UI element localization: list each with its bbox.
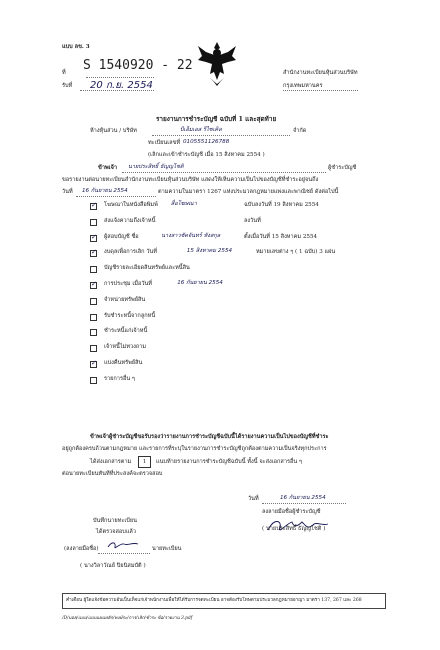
liquidator-prefix: ข้าพเจ้า xyxy=(98,165,117,171)
liquidator-name: นายประสิทธิ์ ธัญญโชติ xyxy=(128,164,184,170)
certify-line-3a: ได้ส่งเอกสารตาม xyxy=(90,459,132,465)
checklist-label: จำหน่ายทรัพย์สิน xyxy=(104,297,146,303)
checkbox[interactable] xyxy=(90,377,97,384)
registrar-sign-suffix: นายทะเบียน xyxy=(152,546,182,552)
checklist-tail: ลงวันที่ xyxy=(244,218,261,224)
checklist-fill: สื่อโฆษณา xyxy=(170,201,197,207)
checklist-label: รายการอื่น ๆ xyxy=(104,376,135,382)
checkbox[interactable] xyxy=(90,314,97,321)
warning-box xyxy=(62,593,386,609)
office-area: กรุงเทพมหานคร xyxy=(283,83,323,89)
registrar-name: ( นางวิลาวัณย์ ปิยนิสมบัติ ) xyxy=(80,563,146,569)
received-label: รับที่ xyxy=(62,83,73,89)
checkbox[interactable] xyxy=(90,345,97,352)
signoff-date: 16 กันยายน 2554 xyxy=(280,495,326,501)
report-title: รายงานการชำระบัญชี ฉบับที่ 1 และสุดท้าย xyxy=(156,115,277,123)
checklist-fill: 16 กันยายน 2554 xyxy=(177,280,223,286)
signoff-sign-label: ลงลายมือชื่อผู้ชำระบัญชี xyxy=(262,509,321,515)
checkbox[interactable] xyxy=(90,219,97,226)
checkbox[interactable] xyxy=(90,298,97,305)
checklist-label: งบดุลเพื่อการเลิก วันที่ xyxy=(104,249,157,255)
company-name: บีเอ็มเอส รีไซเคิล xyxy=(180,127,222,133)
signoff-date-label: วันที่ xyxy=(248,496,259,502)
checklist-label: โฆษณาในหนังสือพิมพ์ xyxy=(104,202,158,208)
checkbox[interactable] xyxy=(90,235,97,242)
serial-label: ที่ xyxy=(62,70,66,76)
checkbox[interactable] xyxy=(90,361,97,368)
checklist-tail: ฉบับลงวันที่ 19 สิงหาคม 2554 xyxy=(244,202,319,208)
received-date: 20 ก.ย. 2554 xyxy=(90,80,153,91)
reg-label: ทะเบียนเลขที่ xyxy=(148,140,181,146)
certify-line-2: อยู่ถูกต้องครบถ้วนตามกฎหมาย และรายการที่ระบุในรายงานการชำระบัญชีถูกต้องตามความเป็นจริงทุกประการ xyxy=(62,446,327,452)
checklist-tail: หมายเลขต่าง ๆ ( 1 ฉบับ) 3 แผ่น xyxy=(256,249,336,255)
reg-number: 0105551126788 xyxy=(183,139,230,145)
file-path: /D/บอล/แบบ/แบบแผนหลัก/พงษ์ระ/การ/เลิก/ชำระ ข้อ/รายงาน 3.pdf xyxy=(62,616,193,621)
intro-line-2: ตามความในมาตรา 1267 แห่งประมวลกฎหมายแพ่งและพาณิชย์ ดังต่อไปนี้ xyxy=(158,189,339,195)
checkbox[interactable] xyxy=(90,250,97,257)
checklist-fill: นางสาวชัดจันทร์ หังสกุล xyxy=(161,233,221,239)
dissolve-text: (เลิกและเข้าชำระบัญชี เมื่อ 15 สิงหาคม 2554 ) xyxy=(148,152,265,158)
checkbox[interactable] xyxy=(90,266,97,273)
certify-line-1: ข้าพเจ้าผู้ชำระบัญชีขอรับรองว่ารายงานการชำระบัญชีฉบับนี้ได้รายงานความเป็นไปของบัญชีที่ชำระ xyxy=(90,434,329,440)
serial-line xyxy=(86,71,154,78)
attachment-count-box: 1 xyxy=(138,456,151,468)
garuda-emblem-icon xyxy=(196,38,238,88)
checkbox[interactable] xyxy=(90,203,97,210)
received-line xyxy=(80,84,154,91)
checklist-label: การประชุม เมื่อวันที่ xyxy=(104,281,152,287)
intro-date: 16 กันยายน 2554 xyxy=(82,188,128,194)
warning-text: คำเตือน ผู้ใดแจ้งข้อความอันเป็นเท็จแก่เจ้าพนักงานเพื่อให้ได้รับการจดทะเบียน อาจต้องรับโทษตามประมวลกฎหมายอาญา มาตรา 137, 267 และ 268 xyxy=(66,598,362,603)
form-code: แบบ ลข. 3 xyxy=(62,44,90,50)
checklist-label: บัญชีรายละเอียดสินทรัพย์และหนี้สิน xyxy=(104,265,190,271)
office-name: สำนักงานทะเบียนหุ้นส่วนบริษัท xyxy=(283,70,358,76)
serial-number: S 1540920 - 22 xyxy=(83,58,193,73)
checklist-label: ส่งแจ้งความถึงเจ้าหนี้ xyxy=(104,218,156,224)
registrar-sign-prefix: (ลงลายมือชื่อ) xyxy=(64,546,99,552)
certify-line-3b: แนบท้ายรายงานการชำระบัญชีฉบับนี้ ทั้งนี้ จะส่งเอกสารอื่น ๆ xyxy=(156,459,302,465)
checklist-label: แบ่งคืนทรัพย์สิน xyxy=(104,360,143,366)
registrar-note-2: ได้ตรวจสอบแล้ว xyxy=(96,529,137,535)
company-suffix: จำกัด xyxy=(293,128,307,134)
checklist-tail: ตั้งเมื่อวันที่ 15 สิงหาคม 2554 xyxy=(244,234,318,240)
intro-date-label: วันที่ xyxy=(62,189,73,195)
company-type: ห้างหุ้นส่วน / บริษัท xyxy=(90,128,137,134)
liquidator-role: ผู้ชำระบัญชี xyxy=(328,165,357,171)
checklist-label: เจ้าหนี้ไม่ทวงถาม xyxy=(104,344,147,350)
checklist-label: ชำระหนี้แก่เจ้าหนี้ xyxy=(104,328,148,334)
office-area-line xyxy=(283,84,358,91)
intro-line-1: ขอรายงานต่อนายทะเบียนสำนักงานทะเบียนหุ้นส่วนบริษัท แสดงให้เห็นความเป็นไปของบัญชีที่ชำระอยู่จนถึง xyxy=(62,177,319,183)
checkbox[interactable] xyxy=(90,329,97,336)
registrar-signature xyxy=(106,537,142,551)
signoff-name: ( นายประสิทธิ์ ธัญญโชติ ) xyxy=(262,526,326,532)
checklist-label: รับชำระหนี้จากลูกหนี้ xyxy=(104,313,156,319)
registrar-note-1: บันทึกนายทะเบียน xyxy=(93,518,137,524)
checkbox[interactable] xyxy=(90,282,97,289)
checklist-label: ผู้สอบบัญชี ชื่อ xyxy=(104,234,139,240)
checklist-fill: 15 สิงหาคม 2554 xyxy=(186,248,233,254)
certify-line-4: ต่อนายทะเบียนทันทีที่ประสงค์จะตรวจสอบ xyxy=(62,471,163,477)
